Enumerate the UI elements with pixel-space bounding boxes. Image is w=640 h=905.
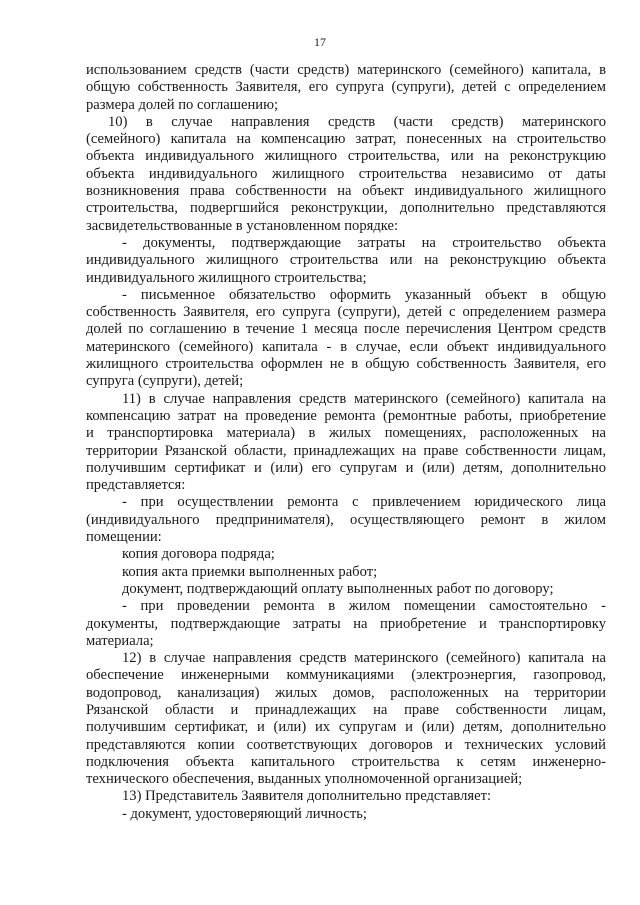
text-line: территории Рязанской области, принадлежащих на праве собственности лицам,: [86, 442, 606, 459]
page-number: 17: [314, 35, 326, 49]
text-line: размера долей по соглашению;: [86, 96, 279, 113]
text-line: технического обеспечения, выданных уполномоченной организацией;: [86, 771, 523, 788]
text-line: возникновения права собственности на объект индивидуального жилищного: [86, 183, 606, 200]
text-line: помещении:: [86, 529, 162, 546]
text-line: обеспечение инженерными коммуникациями (электроэнергия, газопровод,: [86, 667, 606, 684]
text-line: объекта индивидуального жилищного строительства независимо от даты: [86, 165, 606, 182]
text-line: засвидетельствованные в установленном порядке:: [86, 217, 399, 234]
text-line: представляются копии соответствующих договоров и технических условий: [86, 736, 606, 753]
text-line: долей по соглашению в течение 1 месяца после перечисления Центром средств: [86, 321, 606, 338]
text-line: общую собственность Заявителя, его супруга (супруги), детей с определением: [86, 79, 606, 96]
text-line: использованием средств (части средств) материнского (семейного) капитала, в: [86, 62, 606, 78]
text-line: подключения объекта капитального строительства к сетям инженерно-: [86, 753, 606, 770]
text-line: - документы, подтверждающие затраты на строительство объекта: [122, 234, 606, 251]
text-line: - письменное обязательство оформить указанный объект в общую: [122, 286, 606, 303]
text-line: копия акта приемки выполненных работ;: [122, 563, 378, 580]
text-line: супруга (супруги), детей;: [86, 373, 244, 390]
text-line: строительства, подвергшийся реконструкции, дополнительно представляются: [86, 200, 606, 217]
text-line: материала;: [86, 632, 154, 649]
text-line: индивидуального жилищного строительства или на реконструкцию объекта: [86, 252, 606, 269]
text-line: - документ, удостоверяющий личность;: [122, 805, 367, 822]
text-line: 13) Представитель Заявителя дополнительно представляет:: [122, 788, 492, 805]
text-line: Рязанской области и принадлежащих на праве собственности лицам,: [86, 701, 606, 718]
text-line: представляется:: [86, 477, 186, 494]
text-line: материнского (семейного) капитала - в случае, если объект индивидуального: [86, 338, 606, 355]
text-line: получившим сертификат, и (или) их супругам и (или) детям, дополнительно: [86, 719, 606, 736]
text-line: компенсацию затрат на проведение ремонта (ремонтные работы, приобретение: [86, 407, 606, 424]
text-line: (семейного) капитала на компенсацию затрат, понесенных на строительство: [86, 131, 606, 148]
text-line: 10) в случае направления средств (части средств) материнского: [108, 113, 606, 130]
text-line: получившим сертификат и (или) его супругам и (или) детям, дополнительно: [86, 459, 606, 476]
text-line: - при проведении ремонта в жилом помещении самостоятельно -: [122, 598, 606, 615]
text-line: объекта индивидуального жилищного строительства, или на реконструкцию: [86, 148, 606, 165]
text-line: - при осуществлении ремонта с привлечением юридического лица: [122, 494, 606, 511]
text-line: и транспортировка материала) в жилых помещениях, расположенных на: [86, 425, 606, 442]
document-body: [86, 62, 606, 823]
text-line: копия договора подряда;: [122, 546, 275, 563]
text-line: (индивидуального предпринимателя), осуществляющего ремонт в жилом: [86, 511, 606, 528]
text-line: водопровод, канализация) жилых домов, расположенных на территории: [86, 684, 606, 701]
text-line: документы, подтверждающие затраты на приобретение и транспортировку: [86, 615, 606, 632]
text-line: собственность Заявителя, его супруга (супруги), детей с определением размера: [86, 304, 606, 321]
text-line: индивидуального жилищного строительства;: [86, 269, 367, 286]
text-line: жилищного строительства оформлен не в общую собственность Заявителя, его: [86, 356, 606, 373]
text-line: 11) в случае направления средств материнского (семейного) капитала на: [122, 390, 606, 407]
text-line: документ, подтверждающий оплату выполненных работ по договору;: [122, 580, 554, 597]
text-line: 12) в случае направления средств материнского (семейного) капитала на: [122, 650, 606, 667]
